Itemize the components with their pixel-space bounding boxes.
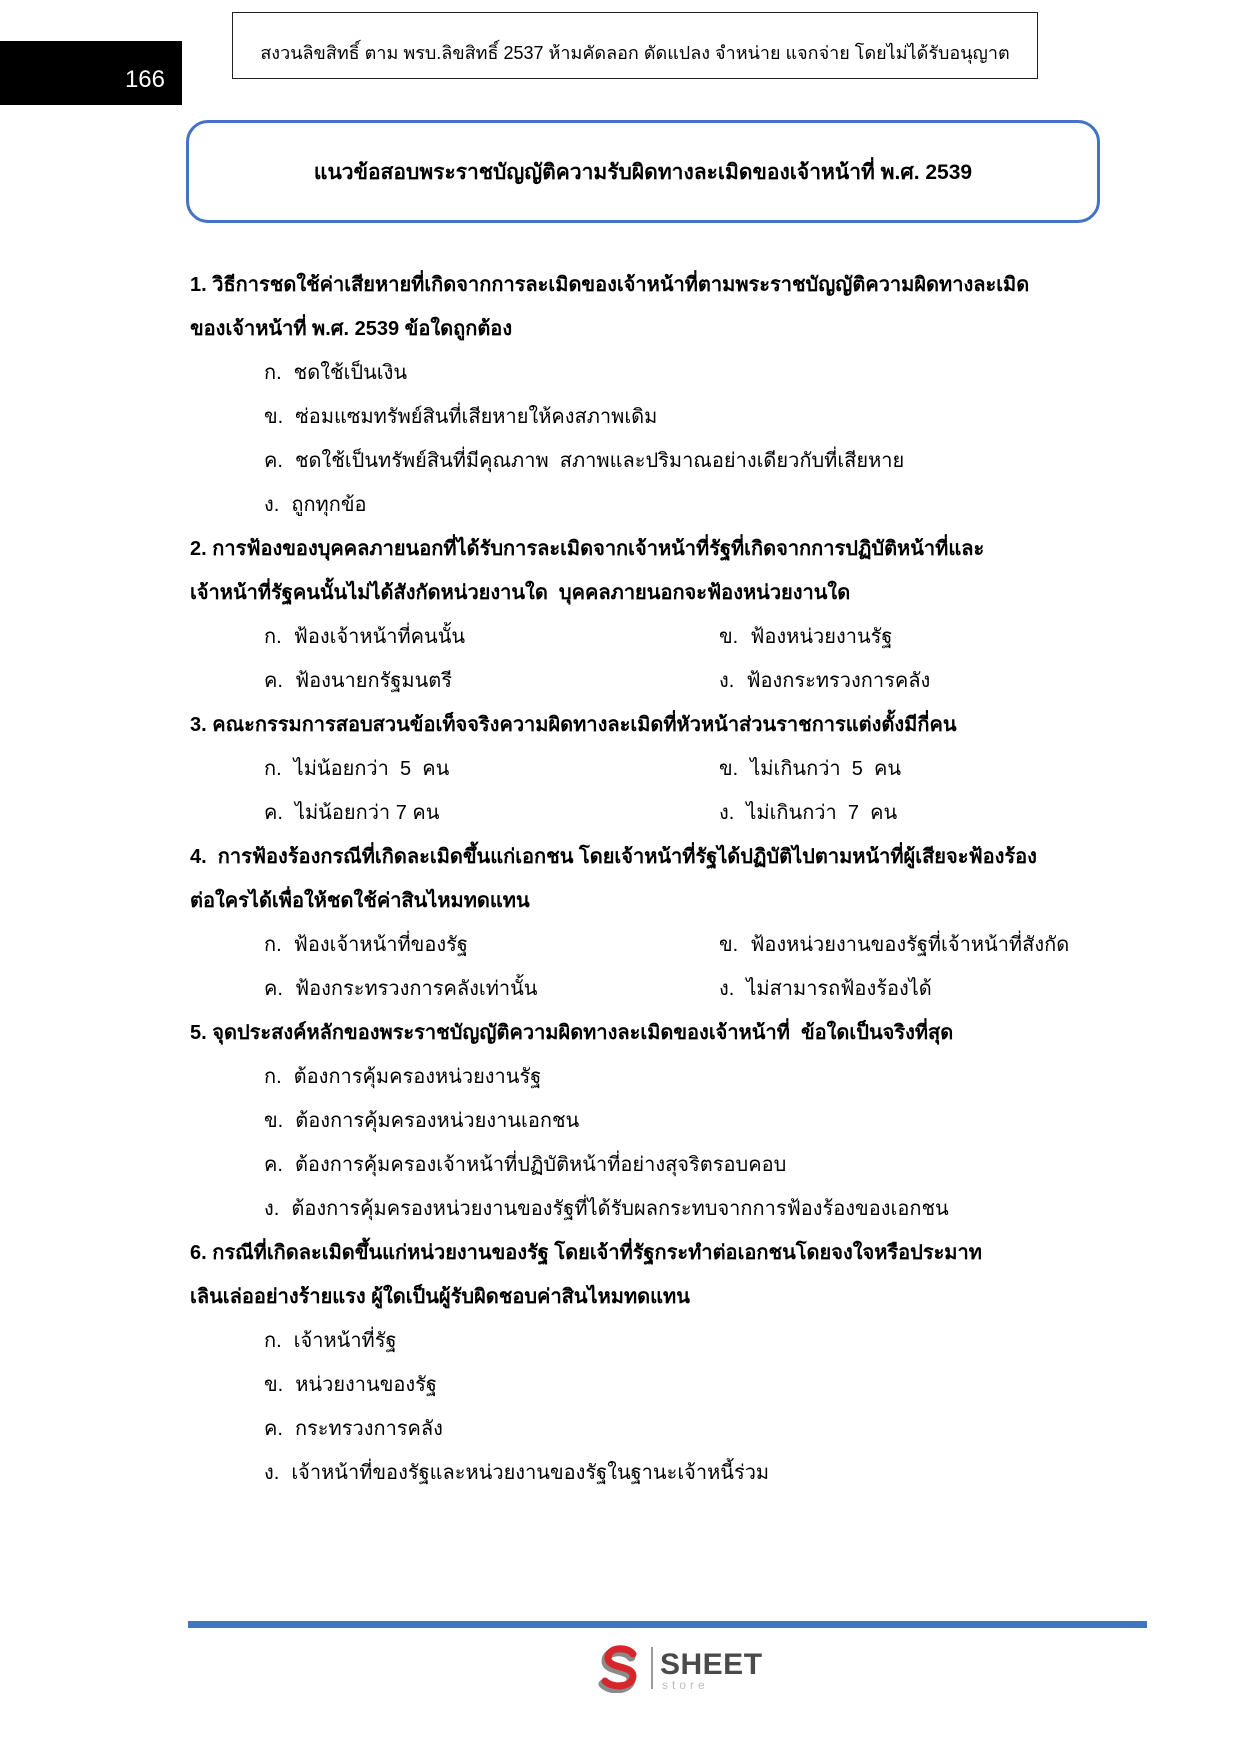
page-number: 166 xyxy=(124,66,165,93)
q1-option-b xyxy=(190,395,1190,439)
q2-option-a xyxy=(190,615,719,659)
option-label: ก. xyxy=(264,362,282,384)
option-label: ค. xyxy=(264,670,283,692)
option-text: ถูกทุกข้อ xyxy=(291,494,367,516)
option-text: ฟ้องหน่วยงานรัฐ xyxy=(750,626,893,648)
q6-option-b xyxy=(190,1363,1190,1407)
q1-option-a xyxy=(190,351,1190,395)
option-label: ง. xyxy=(264,1462,280,1484)
q1-option-c xyxy=(190,439,1190,483)
q6-option-c xyxy=(190,1407,1190,1451)
question-6-text-continued: เลินเล่ออย่างร้ายแรง ผู้ใดเป็นผู้รับผิดชอบค่าสินไหมทดแทน xyxy=(190,1286,690,1308)
option-label: ง. xyxy=(264,1198,280,1220)
sheet-store-s-icon xyxy=(594,1641,646,1693)
option-label: ข. xyxy=(719,758,739,780)
option-text: ฟ้องกระทรวงการคลังเท่านั้น xyxy=(294,978,538,1000)
option-text: ฟ้องกระทรวงการคลัง xyxy=(746,670,931,692)
q4-option-b xyxy=(719,923,1190,967)
question-6 xyxy=(190,1231,1190,1495)
title-box xyxy=(186,120,1100,223)
question-1-text: 1. วิธีการชดใช้ค่าเสียหายที่เกิดจากการละเมิดของเจ้าหน้าที่ตามพระราชบัญญัติความผิดทางละเมิด xyxy=(190,274,1030,296)
option-label: ค. xyxy=(264,802,283,824)
option-text: เจ้าหน้าที่ของรัฐและหน่วยงานของรัฐในฐานะเจ้าหนี้ร่วม xyxy=(291,1462,770,1484)
option-label: ข. xyxy=(719,626,739,648)
q5-option-c xyxy=(190,1143,1190,1187)
option-label: ก. xyxy=(264,934,282,956)
option-label: ง. xyxy=(719,670,735,692)
q1-option-d xyxy=(190,483,1190,527)
option-label: ง. xyxy=(719,978,735,1000)
option-text: ฟ้องเจ้าหน้าที่ของรัฐ xyxy=(293,934,468,956)
logo-tagline: store xyxy=(662,1678,709,1692)
option-label: ข. xyxy=(719,934,739,956)
option-label: ค. xyxy=(264,1154,283,1176)
q3-option-d xyxy=(719,791,1190,835)
q2-options-row-2 xyxy=(190,659,1190,703)
option-label: ก. xyxy=(264,1330,282,1352)
q6-option-d xyxy=(190,1451,1190,1495)
option-label: ก. xyxy=(264,758,282,780)
q4-option-d xyxy=(719,967,1190,1011)
q4-options-row-1 xyxy=(190,923,1190,967)
option-text: ซ่อมแซมทรัพย์สินที่เสียหายให้คงสภาพเดิม xyxy=(295,406,658,428)
question-2 xyxy=(190,527,1190,703)
option-text: กระทรวงการคลัง xyxy=(294,1418,443,1440)
option-label: ค. xyxy=(264,450,283,472)
option-text: ฟ้องหน่วยงานของรัฐที่เจ้าหน้าที่สังกัด xyxy=(750,934,1070,956)
question-3 xyxy=(190,703,1190,835)
q4-option-c xyxy=(190,967,719,1011)
question-2-text: 2. การฟ้องของบุคคลภายนอกที่ได้รับการละเมิดจากเจ้าหน้าที่รัฐที่เกิดจากการปฏิบัติหน้าที่และ xyxy=(190,538,985,560)
option-text: หน่วยงานของรัฐ xyxy=(295,1374,437,1396)
question-2-text-continued: เจ้าหน้าที่รัฐคนนั้นไม่ได้สังกัดหน่วยงานใด บุคคลภายนอกจะฟ้องหน่วยงานใด xyxy=(190,582,851,604)
q2-option-b xyxy=(719,615,1190,659)
q3-options-row-1 xyxy=(190,747,1190,791)
q3-option-a xyxy=(190,747,719,791)
option-text: ไม่เกินกว่า 7 คน xyxy=(746,802,898,824)
option-text: เจ้าหน้าที่รัฐ xyxy=(293,1330,397,1352)
option-label: ค. xyxy=(264,978,283,1000)
question-1-text-continued: ของเจ้าหน้าที่ พ.ศ. 2539 ข้อใดถูกต้อง xyxy=(190,318,513,340)
option-label: ข. xyxy=(264,1374,284,1396)
question-6-text: 6. กรณีที่เกิดละเมิดขึ้นแก่หน่วยงานของรัฐ โดยเจ้าที่รัฐกระทำต่อเอกชนโดยจงใจหรือประมาท xyxy=(190,1242,982,1264)
option-text: ชดใช้เป็นเงิน xyxy=(293,362,408,384)
option-text: ชดใช้เป็นทรัพย์สินที่มีคุณภาพ สภาพและปริมาณอย่างเดียวกับที่เสียหาย xyxy=(294,450,905,472)
question-3-text: 3. คณะกรรมการสอบสวนข้อเท็จจริงความผิดทางละเมิดที่หัวหน้าส่วนราชการแต่งตั้งมีกี่คน xyxy=(190,714,957,736)
q4-options-row-2 xyxy=(190,967,1190,1011)
option-label: ค. xyxy=(264,1418,283,1440)
q2-option-d xyxy=(719,659,1190,703)
question-4-text: 4. การฟ้องร้องกรณีที่เกิดละเมิดขึ้นแก่เอกชน โดยเจ้าหน้าที่รัฐได้ปฏิบัติไปตามหน้าที่ผู้เสียจะฟ้องร้อง xyxy=(190,846,1037,868)
option-label: ก. xyxy=(264,626,282,648)
option-text: ต้องการคุ้มครองหน่วยงานของรัฐที่ได้รับผลกระทบจากการฟ้องร้องของเอกชน xyxy=(291,1198,949,1220)
logo-divider xyxy=(651,1647,653,1689)
copyright-notice: สงวนลิขสิทธิ์ ตาม พรบ.ลิขสิทธิ์ 2537 ห้ามคัดลอก ดัดแปลง จำหน่าย แจกจ่าย โดยไม่ได้รับอนุญาต xyxy=(260,43,1010,63)
q3-option-c xyxy=(190,791,719,835)
q3-options-row-2 xyxy=(190,791,1190,835)
option-text: ฟ้องนายกรัฐมนตรี xyxy=(294,670,452,692)
option-label: ข. xyxy=(264,1110,284,1132)
question-4 xyxy=(190,835,1190,1011)
option-label: ก. xyxy=(264,1066,282,1088)
q4-option-a xyxy=(190,923,719,967)
option-label: ข. xyxy=(264,406,284,428)
option-text: ไม่น้อยกว่า 5 คน xyxy=(293,758,450,780)
option-text: ไม่น้อยกว่า 7 คน xyxy=(294,802,440,824)
option-text: ต้องการคุ้มครองเจ้าหน้าที่ปฏิบัติหน้าที่อย่างสุจริตรอบคอบ xyxy=(294,1154,787,1176)
option-text: ฟ้องเจ้าหน้าที่คนนั้น xyxy=(293,626,466,648)
page-title: แนวข้อสอบพระราชบัญญัติความรับผิดทางละเมิดของเจ้าหน้าที่ พ.ศ. 2539 xyxy=(313,161,973,184)
option-text: ต้องการคุ้มครองหน่วยงานเอกชน xyxy=(295,1110,580,1132)
question-4-text-continued: ต่อใครได้เพื่อให้ชดใช้ค่าสินไหมทดแทน xyxy=(190,890,530,912)
option-label: ง. xyxy=(719,802,735,824)
footer-divider xyxy=(188,1621,1147,1628)
option-text: ไม่สามารถฟ้องร้องได้ xyxy=(746,978,932,1000)
q5-option-b xyxy=(190,1099,1190,1143)
page-number-box xyxy=(0,41,182,105)
q2-options-row-1 xyxy=(190,615,1190,659)
logo-wordmark: SHEET xyxy=(660,1648,763,1681)
q5-option-d xyxy=(190,1187,1190,1231)
q2-option-c xyxy=(190,659,719,703)
option-text: ต้องการคุ้มครองหน่วยงานรัฐ xyxy=(293,1066,542,1088)
q6-option-a xyxy=(190,1319,1190,1363)
q3-option-b xyxy=(719,747,1190,791)
question-1 xyxy=(190,263,1190,527)
question-5 xyxy=(190,1011,1190,1231)
q5-option-a xyxy=(190,1055,1190,1099)
copyright-notice-box xyxy=(232,12,1038,79)
option-label: ง. xyxy=(264,494,280,516)
option-text: ไม่เกินกว่า 5 คน xyxy=(750,758,902,780)
question-list xyxy=(190,263,1190,1495)
question-5-text: 5. จุดประสงค์หลักของพระราชบัญญัติความผิดทางละเมิดของเจ้าหน้าที่ ข้อใดเป็นจริงที่สุด xyxy=(190,1022,954,1044)
